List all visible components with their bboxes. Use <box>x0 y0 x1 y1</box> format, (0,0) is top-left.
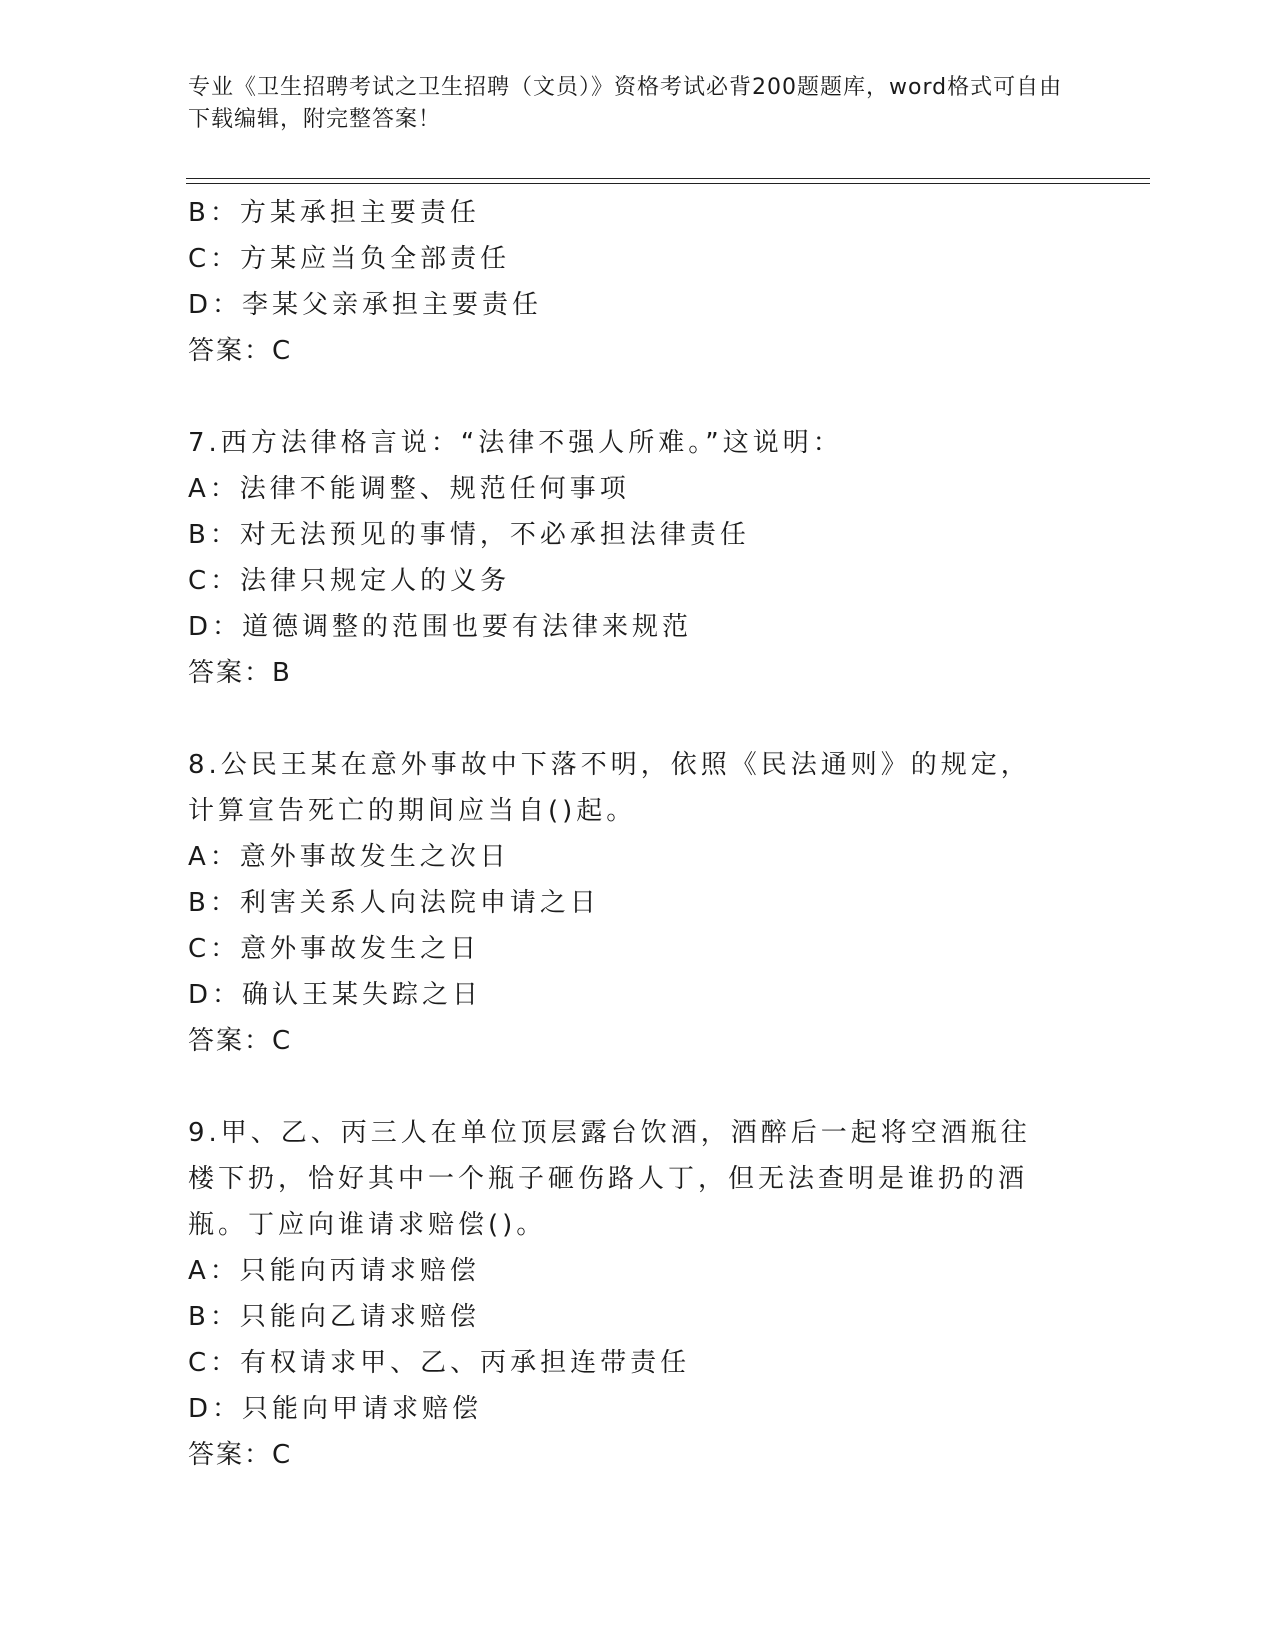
option-a: A：只能向丙请求赔偿 <box>188 1256 480 1286</box>
document-body <box>188 190 1088 1478</box>
option-b: B：对无法预见的事情，不必承担法律责任 <box>188 520 750 550</box>
question-block-6 <box>188 190 1088 374</box>
question-block-9 <box>188 1110 1088 1478</box>
header-divider-top <box>186 178 1150 179</box>
answer-line: 答案：C <box>188 1026 293 1056</box>
option-d: D：道德调整的范围也要有法律来规范 <box>188 612 693 642</box>
spacer <box>188 696 1088 742</box>
option-c: C：有权请求甲、乙、丙承担连带责任 <box>188 1348 691 1378</box>
option-a: A：意外事故发生之次日 <box>188 842 510 872</box>
spacer <box>188 1064 1088 1110</box>
document-header <box>188 72 1068 136</box>
question-text: 7.西方法律格言说：“法律不强人所难。”这说明： <box>188 428 843 458</box>
option-d: D：只能向甲请求赔偿 <box>188 1394 483 1424</box>
option-d: D：李某父亲承担主要责任 <box>188 290 543 320</box>
option-c: C：方某应当负全部责任 <box>188 244 511 274</box>
answer-line: 答案：B <box>188 658 292 688</box>
option-a: A：法律不能调整、规范任何事项 <box>188 474 630 504</box>
option-c: C：法律只规定人的义务 <box>188 566 511 596</box>
question-block-8 <box>188 742 1088 1064</box>
option-b: B：只能向乙请求赔偿 <box>188 1302 480 1332</box>
option-c: C：意外事故发生之日 <box>188 934 481 964</box>
question-text: 8.公民王某在意外事故中下落不明，依照《民法通则》的规定，计算宣告死亡的期间应当自()起。 <box>188 750 1031 826</box>
header-divider-bottom <box>186 183 1150 184</box>
option-d: D：确认王某失踪之日 <box>188 980 483 1010</box>
header-title: 专业《卫生招聘考试之卫生招聘（文员）》资格考试必背200题题库，word格式可自由下载编辑，附完整答案！ <box>188 75 1063 132</box>
answer-line: 答案：C <box>188 1440 293 1470</box>
answer-line: 答案：C <box>188 336 293 366</box>
question-text: 9.甲、乙、丙三人在单位顶层露台饮酒，酒醉后一起将空酒瓶往楼下扔，恰好其中一个瓶子砸伤路人丁，但无法查明是谁扔的酒瓶。丁应向谁请求赔偿()。 <box>188 1118 1031 1240</box>
question-block-7 <box>188 420 1088 696</box>
option-b: B：方某承担主要责任 <box>188 198 480 228</box>
spacer <box>188 374 1088 420</box>
option-b: B：利害关系人向法院申请之日 <box>188 888 600 918</box>
